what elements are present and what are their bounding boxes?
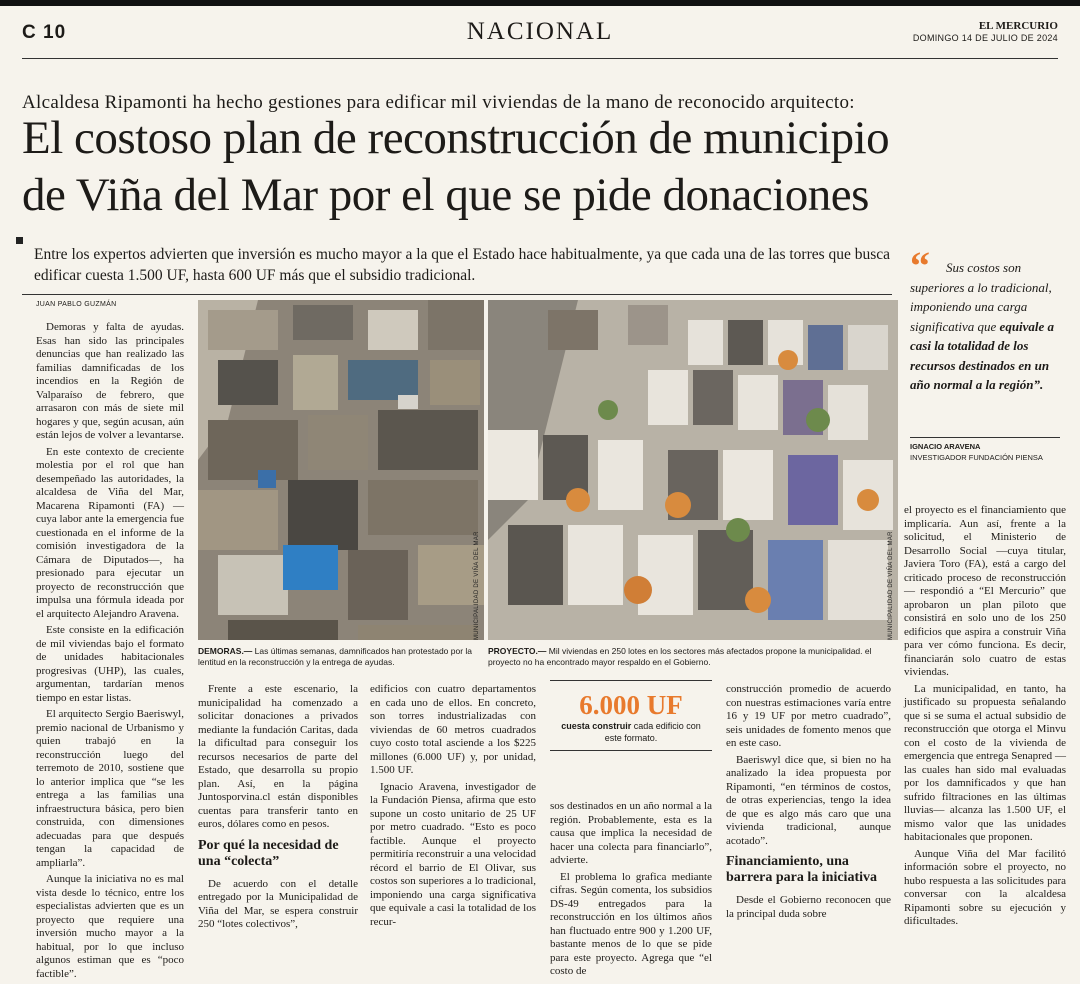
kicker: Alcaldesa Ripamonti ha hecho gestiones para edificar mil viviendas de la mano de reconocido arquitecto: (22, 92, 855, 113)
factbox (553, 690, 709, 744)
newspaper-masthead (913, 20, 1058, 43)
headline-line-1: El costoso plan de reconstrucción de municipio (22, 112, 890, 164)
body-column-1 (36, 321, 184, 984)
caption-text-right: Mil viviendas en 250 lotes en los sectores más afectados propone la municipalidad. el proyecto no ha encontrado mayor respaldo en el Gobierno. (488, 646, 872, 667)
paragraph: Aunque Viña del Mar facilitó información sobre el proyecto, no hubo respuesta a las solicitudes para conversar con la alcaldesa Ripamonti sobre su ejecución y dificultades. (904, 847, 1066, 927)
paragraph: el proyecto es el financiamiento que implicaría. Aun así, frente a la solicitud, el Ministerio de Desarrollo Social —cuya titular, Javiera Toro (FA), está a cargo del criticado proceso de reconstrucción— respondió a “El Mercurio” que aprobaron un plan piloto que consistirá en solo uno de los 250 edificios que aspira a construir Viña para ver cómo funciona. Es decir, financiarán solo cuatro de estas viviendas. (904, 504, 1066, 678)
section-heading-financiamiento: Financiamiento, una barrera para la iniciativa (726, 854, 877, 885)
paragraph: Baeriswyl dice que, si bien no ha analizado la idea propuesta por Ripamonti, “en términos de costos, de otras experiencias, tengo la idea de que es algo más caro que una vivienda tradicional, aunque acotado”. (726, 753, 891, 847)
section-title: NACIONAL (466, 18, 614, 45)
body-column-5 (726, 683, 891, 924)
photo-credit-left: MUNICIPALIDAD DE VIÑA DEL MAR (474, 531, 480, 640)
quote-mark-icon: “ (910, 243, 930, 288)
paragraph: construcción promedio de acuerdo con nuestras estimaciones varía entre 16 y 19 UF por metro cuadrado”, seis unidades de fomento menos que en este caso. (726, 683, 891, 749)
paragraph: El arquitecto Sergio Baeriswyl, premio nacional de Urbanismo y quien trabajó en la reconstrucción luego del terremoto de 2010, sostiene que lo anterior implica que “se les entrega a las familias una infraestructura básica, pero bien construida, con dimensiones adecuadas para que después tengan la capacidad de ampliarla”. (36, 708, 184, 869)
photo-caption-right (488, 646, 900, 668)
paragraph: Frente a este escenario, la municipalidad ha comenzado a solicitar donaciones a privados mediante la fundación Caritas, dada la dificultad para conseguir los recursos necesarios de parte del Estado, que desarrolla su propio plan. Así, en la página Juntosporvina.cl están disponibles cuentas para transferir tanto en euros, dólares como en pesos. (198, 683, 358, 830)
factbox-rest: cada edificio con este formato. (604, 721, 701, 743)
body-column-2 (198, 683, 358, 935)
top-rule (0, 0, 1080, 6)
paragraph: La municipalidad, en tanto, ha justificado su propuesta señalando que si se suma el actual subsidio de reconstrucción que otorga el Minvu con el costo de la vivienda de emergencia que entrega Senapred —las cuales han sido mal evaluadas por los damnificados y que han sufrido filtraciones en las últimas lluvias— alcanza las 1.500 UF, el mismo valor que las unidades habitacionales que proponen. (904, 682, 1066, 843)
body-column-4 (550, 800, 712, 982)
quote-text: Sus costos son superiores a lo tradicional, imponiendo una carga significativa que (910, 260, 1052, 334)
paragraph: Desde el Gobierno reconocen que la principal duda sobre (726, 894, 891, 920)
paragraph: Este consiste en la edificación de mil viviendas bajo el formato de unidades habitacionales progresivas (UHP), las cuales, argumentan, tardarían menos tiempo en estar listas. (36, 624, 184, 704)
byline: JUAN PABLO GUZMÁN (36, 301, 117, 308)
quote-author-role: INVESTIGADOR FUNDACIÓN PIENSA (910, 453, 1043, 462)
factbox-number: 6.000 UF (579, 690, 683, 720)
page-number: C 10 (22, 22, 67, 43)
quote-end: ”. (1033, 377, 1044, 392)
quote-author: IGNACIO ARAVENA (910, 442, 981, 451)
quote-bold-text: equivale a casi la totalidad de los recursos destinados en un año normal a la región (910, 318, 1055, 392)
aerial-ruins-image (198, 300, 484, 640)
newspaper-name: EL MERCURIO (978, 20, 1058, 32)
headline (22, 110, 1072, 224)
paragraph: El problema lo grafica mediante cifras. Según comenta, los subsidios DS-49 entregados para la reconstrucción en los últimos años han fluctuado entre 900 y 1.200 UF, bastante menos de lo que se pide para este proyecto. Agrega que “el costo de (550, 870, 712, 977)
header-rule (22, 58, 1058, 59)
quote-rule (910, 437, 1060, 438)
factbox-text (553, 720, 709, 744)
photo-caption-left (198, 646, 486, 668)
headline-line-2: de Viña del Mar por el que se pide donaciones (22, 169, 869, 221)
caption-label-left: DEMORAS.— (198, 646, 253, 656)
subhead-bullet (16, 237, 23, 244)
factbox-rule-bottom (550, 750, 712, 751)
photo-credit-right: MUNICIPALIDAD DE VIÑA DEL MAR (888, 531, 894, 640)
paragraph: De acuerdo con el detalle entregado por la Municipalidad de Viña del Mar, se espera construir 250 “lotes colectivos”, (198, 877, 358, 930)
paragraph: Demoras y falta de ayudas. Esas han sido las principales denuncias que han realizado las familias damnificadas de los incendios en la Región de Valparaíso de febrero, que arrasaron con más de siete mil hogares y que, según acusan, aún están lejos de volver a levantarse. (36, 321, 184, 441)
body-column-3 (370, 683, 536, 932)
body-column-6 (904, 504, 1066, 932)
paragraph: Ignacio Aravena, investigador de la Fundación Piensa, afirma que esto supone un costo unitario de 25 UF por metro cuadrado. “Esto es poco factible. Aunque el proyecto permitiría reconstruir a una velocidad récord el barrio de El Olivar, sus costos son superiores a lo tradicional, imponiendo una carga significativa que equivale a casi la totalidad de los recur- (370, 780, 536, 928)
factbox-rule-top (550, 680, 712, 681)
paragraph: edificios con cuatro departamentos en cada uno de ellos. En concreto, son torres industrializadas con viviendas de 60 metros cuadrados cuyo costo total asciende a los $225 millones (6.000 UF) y, por unidad, 1.500 UF. (370, 683, 536, 776)
subhead: Entre los expertos advierten que inversión es mucho mayor a la que el Estado hace habitualmente, ya que cada una de las torres que busca edificar cuesta 1.500 UF, hasta 600 UF más que el subsidio tradicional. (34, 246, 891, 284)
paragraph: En este contexto de creciente molestia por el rol que han desempeñado las autoridades, la alcaldesa de Viña del Mar, Macarena Ripamonti (FA) —cuya labor ante la emergencia fue cuestionada en el informe de la comisión investigadora de la Cámara de Diputados—, ha presionado para ejecutar un proyecto de reconstrucción que impulsa una fórmula ideada por el arquitecto Alejandro Aravena. (36, 445, 184, 620)
photo-project-render (488, 300, 898, 640)
pull-quote (910, 258, 1070, 395)
factbox-bold: cuesta construir (561, 721, 632, 731)
issue-date: DOMINGO 14 DE JULIO DE 2024 (912, 33, 1058, 43)
project-render-image (488, 300, 898, 640)
subhead-rule (22, 294, 892, 295)
section-heading-colecta: Por qué la necesidad de una “colecta” (198, 837, 339, 869)
caption-text-left: Las últimas semanas, damnificados han protestado por la lentitud en la reconstrucción y la entrega de ayudas. (198, 646, 473, 667)
paragraph: sos destinados en un año normal a la región. Probablemente, esta es la causa que implica la necesidad de hacer una colecta para financiarlo”, advierte. (550, 800, 712, 866)
caption-label-right: PROYECTO.— (488, 646, 547, 656)
photo-destroyed-neighborhood (198, 300, 484, 640)
paragraph: Aunque la iniciativa no es mal vista desde lo técnico, entre los especialistas advierten que es un proyecto que requiere una inversión mucho mayor a la habitual, por lo que incluso algunos estiman que es “poco factible”. (36, 873, 184, 980)
